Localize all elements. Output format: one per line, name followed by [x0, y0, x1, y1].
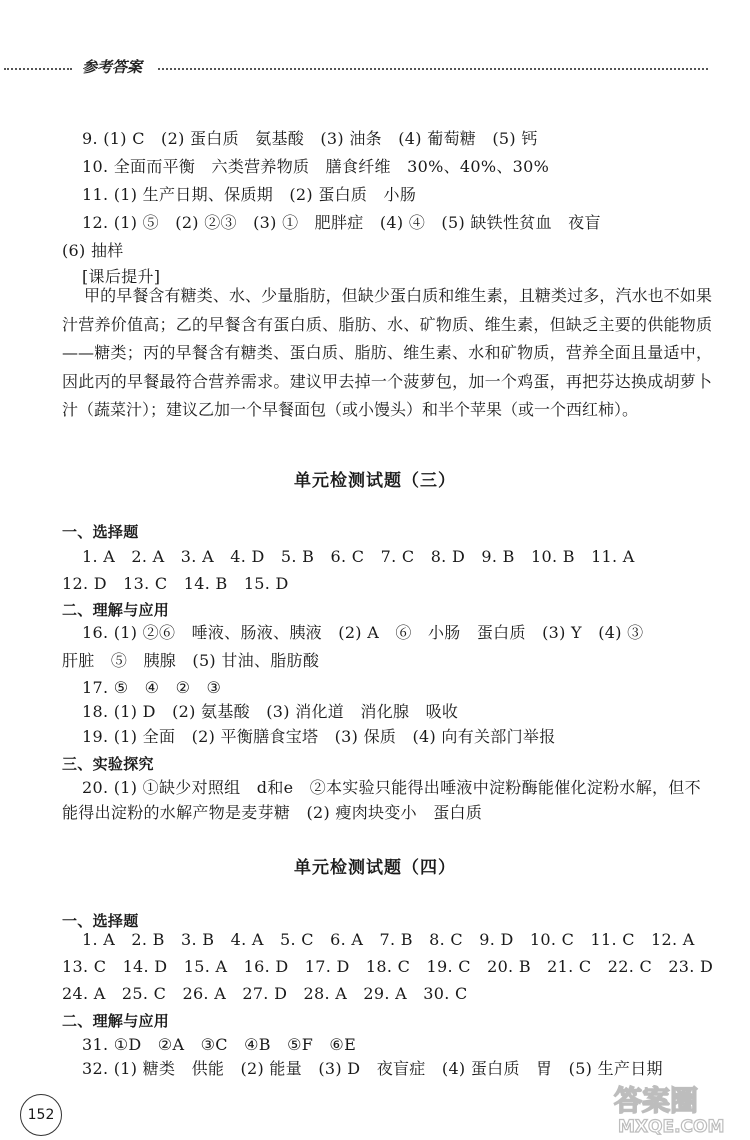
header-title: 参考答案	[82, 58, 143, 76]
page-number-badge: 152	[20, 1094, 62, 1136]
unit3-answer-20: 20. (1) ①缺少对照组 d和e ②本实验只能得出唾液中淀粉酶能催化淀粉水解，但不	[82, 778, 701, 797]
unit3-section-choice: 一、选择题	[62, 523, 139, 541]
unit4-choice-line-2: 13. C 14. D 15. A 16. D 17. D 18. C 19. C 20. B 21. C 22. C 23. D	[62, 957, 714, 976]
answer-line-12: 12. (1) ⑤ (2) ②③ (3) ① 肥胖症 (4) ④ (5) 缺铁性贫血 夜盲	[82, 213, 601, 232]
unit4-choice-line-3: 24. A 25. C 26. A 27. D 28. A 29. A 30. C	[62, 984, 468, 1003]
watermark-logo	[610, 1078, 740, 1140]
unit3-choice-line-2: 12. D 13. C 14. B 15. D	[62, 574, 289, 593]
unit3-answer-16-cont: 肝脏 ⑤ 胰腺 (5) 甘油、脂肪酸	[62, 651, 320, 670]
header-dotted-rule-right	[158, 68, 708, 70]
unit3-answer-18: 18. (1) D (2) 氨基酸 (3) 消化道 消化腺 吸收	[82, 702, 459, 721]
unit3-title: 单元检测试题（三）	[294, 471, 456, 491]
unit4-answer-32: 32. (1) 糖类 供能 (2) 能量 (3) D 夜盲症 (4) 蛋白质 胃 (5) 生产日期	[82, 1059, 663, 1078]
watermark-logo-icon	[610, 1078, 740, 1136]
unit4-section-understanding: 二、理解与应用	[62, 1012, 170, 1030]
unit3-answer-19: 19. (1) 全面 (2) 平衡膳食宝塔 (3) 保质 (4) 向有关部门举报	[82, 727, 556, 746]
answer-line-12-cont: (6) 抽样	[62, 241, 124, 260]
after-class-heading: [课后提升]	[82, 267, 161, 286]
watermark-sub-text: MXQE.COM	[618, 1117, 725, 1136]
answer-line-11: 11. (1) 生产日期、保质期 (2) 蛋白质 小肠	[82, 185, 417, 204]
unit3-section-understanding: 二、理解与应用	[62, 601, 170, 619]
answer-line-9: 9. (1) C (2) 蛋白质 氨基酸 (3) 油条 (4) 葡萄糖 (5) 钙	[82, 129, 538, 148]
unit3-answer-20-cont: 能得出淀粉的水解产物是麦芽糖 (2) 瘦肉块变小 蛋白质	[62, 803, 483, 822]
header-dotted-rule-left	[4, 68, 72, 70]
unit4-answer-31: 31. ①D ②A ③C ④B ⑤F ⑥E	[82, 1035, 357, 1054]
after-class-paragraph: 甲的早餐含有糖类、水、少量脂肪，但缺少蛋白质和维生素，且糖类过多，汽水也不如果汁营养价值高；乙的早餐含有蛋白质、脂肪、水、矿物质、维生素，但缺乏主要的供能物质——糖类；丙的早餐含有糖类、蛋白质、脂肪、维生素、水和矿物质，营养全面且量适中，因此丙的早餐最符合营养需求。建议甲去掉一个菠萝包，加一个鸡蛋，再把芬达换成胡萝卜汁（蔬菜汁）；建议乙加一个早餐面包（或小馒头）和半个苹果（或一个西红柿）。	[62, 286, 712, 420]
unit4-section-choice: 一、选择题	[62, 912, 139, 930]
watermark-main-text: 答案圈	[614, 1084, 699, 1117]
unit3-choice-line-1: 1. A 2. A 3. A 4. D 5. B 6. C 7. C 8. D 9. B 10. B 11. A	[82, 547, 635, 566]
unit3-answer-17: 17. ⑤ ④ ② ③	[82, 678, 222, 697]
unit4-title: 单元检测试题（四）	[294, 858, 456, 878]
unit4-choice-line-1: 1. A 2. B 3. B 4. A 5. C 6. A 7. B 8. C 9. D 10. C 11. C 12. A	[82, 930, 695, 949]
unit3-answer-16: 16. (1) ②⑥ 唾液、肠液、胰液 (2) A ⑥ 小肠 蛋白质 (3) Y (4) ③	[82, 623, 644, 642]
unit3-section-experiment: 三、实验探究	[62, 755, 154, 773]
answer-line-10: 10. 全面而平衡 六类营养物质 膳食纤维 30%、40%、30%	[82, 157, 550, 176]
